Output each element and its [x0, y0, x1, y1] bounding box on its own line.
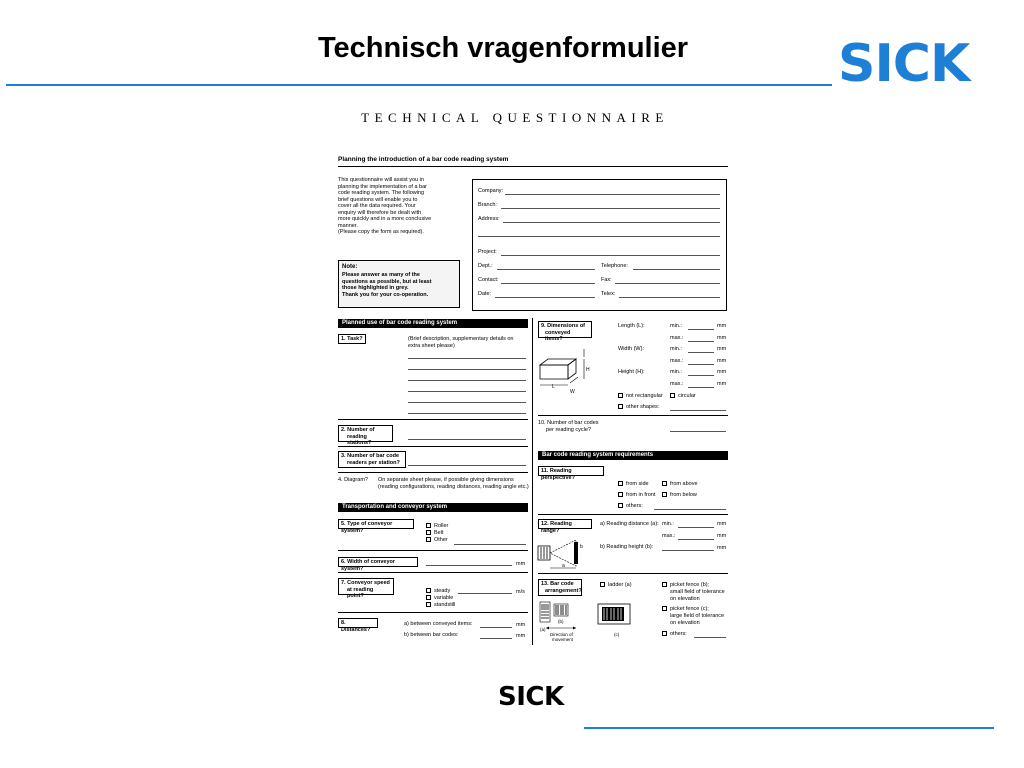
divider — [338, 166, 728, 167]
contact-details-box — [472, 179, 727, 311]
task-line[interactable] — [408, 413, 526, 414]
reading-range-diagram — [536, 534, 592, 570]
unit-mm: mm — [516, 622, 526, 628]
direction-label-1: Direction of — [550, 632, 573, 637]
shape-other[interactable]: other shapes: — [618, 404, 659, 411]
address-label: Address: — [478, 216, 500, 222]
width-max-field[interactable] — [688, 364, 714, 365]
height-min-field[interactable] — [688, 375, 714, 376]
distance-b-label: b) between bar codes: — [404, 632, 459, 638]
date-field[interactable] — [495, 297, 595, 298]
question-4-label: 4. Diagram? — [338, 477, 368, 483]
picket-b-desc: small field of tolerance on elevation — [670, 589, 725, 602]
distance-a-label: a) between conveyed items: — [404, 621, 473, 627]
reading-distance-max-field[interactable] — [678, 539, 714, 540]
contact-label: Contact: — [478, 277, 499, 283]
divider — [538, 573, 728, 574]
dim-a-label: a — [562, 563, 565, 569]
perspective-from-front[interactable]: from in front — [618, 492, 655, 499]
dim-b-label: b — [580, 544, 583, 550]
project-label: Project: — [478, 249, 497, 255]
conveyor-width-field[interactable] — [426, 565, 512, 566]
section-planned-use: Planned use of bar code reading system — [338, 319, 528, 328]
checkbox[interactable] — [662, 492, 667, 497]
checkbox[interactable] — [600, 582, 605, 587]
checkbox[interactable] — [662, 606, 667, 611]
task-line[interactable] — [408, 369, 526, 370]
speed-option-standstill[interactable]: standstill — [426, 602, 455, 609]
dept-label: Dept.: — [478, 263, 493, 269]
unit-mm: mm — [516, 561, 526, 567]
dim-w-label: W — [570, 389, 575, 395]
barcodes-per-cycle-field[interactable] — [670, 431, 726, 432]
question-2-label: 2. Number of reading stations? — [338, 425, 393, 442]
checkbox[interactable] — [618, 481, 623, 486]
unit-mm: mm — [516, 633, 526, 639]
length-min-field[interactable] — [688, 329, 714, 330]
perspective-others-field[interactable] — [654, 509, 726, 510]
note-title: Note: — [342, 264, 358, 270]
distance-b-field[interactable] — [480, 638, 512, 639]
distance-a-field[interactable] — [480, 627, 512, 628]
perspective-from-side[interactable]: from side — [618, 481, 649, 488]
telex-field[interactable] — [619, 297, 720, 298]
width-min-field[interactable] — [688, 352, 714, 353]
perspective-others[interactable]: others: — [618, 503, 643, 510]
date-label: Date: — [478, 291, 492, 297]
conveyor-option-roller[interactable]: Roller — [426, 523, 448, 530]
height-max-field[interactable] — [688, 387, 714, 388]
unit-mm: mm — [717, 521, 727, 527]
document-subheading: Planning the introduction of a bar code reading system — [338, 156, 509, 163]
checkbox[interactable] — [662, 582, 667, 587]
divider — [338, 446, 528, 447]
question-6-label: 6. Width of conveyor system? — [338, 557, 418, 567]
divider — [338, 419, 528, 420]
telex-label: Telex: — [601, 291, 616, 297]
picket-c-desc: large field of tolerance on elevation — [670, 613, 725, 626]
intro-text: This questionnaire will assist you in planning the implementation of a bar code reading system. The following brief questions will enable you to cover all the data required. Your enquiry will therefore be dealt with more quickly and in a more conclusive manner. (Please copy the form as required). — [338, 177, 432, 235]
checkbox[interactable] — [618, 393, 623, 398]
section-transportation: Transportation and conveyor system — [338, 503, 528, 512]
min-label: min.: — [662, 521, 674, 527]
fig-a-label: (a) — [540, 627, 546, 632]
telephone-field[interactable] — [633, 269, 720, 270]
question-4-hint: On separate sheet please, if possible giving dimensions (reading configurations, reading distances, reading angle etc.) — [378, 477, 529, 490]
reading-distance-min-field[interactable] — [678, 527, 714, 528]
arrangement-others-field[interactable] — [694, 637, 726, 638]
question-11-label: 11. Reading perspective? — [538, 466, 604, 476]
checkbox[interactable] — [670, 393, 675, 398]
company-field[interactable] — [505, 194, 720, 195]
bottom-rule — [584, 727, 994, 729]
conveyor-other-field[interactable] — [454, 544, 526, 545]
fig-b-label: (b) — [558, 619, 564, 624]
length-label: Length (L): — [618, 323, 645, 329]
checkbox[interactable] — [662, 481, 667, 486]
unit-ms: m/s — [516, 589, 525, 595]
unit-mm: mm — [717, 545, 727, 551]
min-label: min.: — [670, 346, 682, 352]
contact-field[interactable] — [501, 283, 595, 284]
checkbox[interactable] — [426, 537, 431, 542]
note-box: Note: Please answer as many of the questions as possible, but at least those highlighted in grey. Thank you for your co-operation. — [338, 260, 460, 308]
conveyor-option-belt[interactable]: Belt — [426, 530, 443, 537]
checkbox[interactable] — [618, 404, 623, 409]
question-7-label: 7. Conveyor speed at reading point? — [338, 578, 394, 595]
task-line[interactable] — [408, 358, 526, 359]
checkbox[interactable] — [426, 530, 431, 535]
arrangement-picket-c[interactable]: picket fence (c); — [662, 606, 709, 613]
company-label: Company: — [478, 188, 504, 194]
unit-mm: mm — [717, 369, 727, 375]
address-field[interactable] — [503, 222, 720, 223]
question-12-label: 12. Reading range? — [538, 519, 592, 529]
dim-l-label: L — [552, 384, 555, 390]
speed-field[interactable] — [458, 593, 512, 594]
section-requirements: Bar code reading system requirements — [538, 451, 728, 460]
document-heading: TECHNICAL QUESTIONNAIRE — [361, 110, 669, 125]
fax-label: Fax: — [601, 277, 612, 283]
project-field[interactable] — [501, 255, 720, 256]
readers-per-station-field[interactable] — [408, 465, 526, 466]
reading-stations-field[interactable] — [408, 439, 526, 440]
unit-mm: mm — [717, 335, 727, 341]
question-1-label: 1. Task? — [338, 334, 366, 344]
perspective-from-below[interactable]: from below — [662, 492, 697, 499]
checkbox[interactable] — [618, 492, 623, 497]
reading-distance-label: a) Reading distance (a): — [600, 521, 659, 527]
other-shapes-field[interactable] — [670, 410, 726, 411]
sick-logo: SICK — [838, 34, 970, 94]
shape-circular[interactable]: circular — [670, 393, 696, 400]
divider — [338, 550, 528, 551]
reading-height-field[interactable] — [662, 550, 714, 551]
checkbox[interactable] — [426, 523, 431, 528]
divider — [338, 472, 528, 473]
branch-field[interactable] — [501, 208, 720, 209]
question-8-label: 8. Distances? — [338, 618, 378, 628]
telephone-label: Telephone: — [601, 263, 628, 269]
divider — [538, 415, 728, 416]
branch-label: Branch: — [478, 202, 497, 208]
max-label: max.: — [670, 358, 684, 364]
speed-option-steady[interactable]: steady — [426, 588, 450, 595]
divider — [338, 572, 528, 573]
checkbox[interactable] — [618, 503, 623, 508]
column-divider — [532, 318, 533, 645]
checkbox[interactable] — [426, 595, 431, 600]
height-label: Height (H): — [618, 369, 645, 375]
question-9-label: 9. Dimensions of conveyed items? — [538, 321, 592, 338]
unit-mm: mm — [717, 533, 727, 539]
arrangement-others[interactable]: others: — [662, 631, 687, 638]
barcode-arrangement-diagram — [536, 598, 636, 644]
shape-not-rectangular[interactable]: not rectangular — [618, 393, 663, 400]
checkbox[interactable] — [662, 631, 667, 636]
unit-mm: mm — [717, 358, 727, 364]
max-label: max.: — [662, 533, 676, 539]
task-line[interactable] — [408, 402, 526, 403]
divider — [538, 514, 728, 515]
perspective-from-above[interactable]: from above — [662, 481, 698, 488]
dept-field[interactable] — [497, 269, 595, 270]
box-dimensions-diagram — [536, 345, 598, 395]
min-label: min.: — [670, 323, 682, 329]
question-5-label: 5. Type of conveyor system? — [338, 519, 414, 529]
dim-h-label: H — [586, 367, 590, 373]
question-13-label: 13. Bar code arrangement? — [538, 579, 582, 596]
title-underline — [6, 84, 832, 86]
slide-title: Technisch vragenformulier — [317, 32, 689, 64]
arrangement-ladder[interactable]: ladder (a) — [600, 582, 632, 589]
sick-logo-bottom: SICK — [498, 682, 564, 712]
question-3-label: 3. Number of bar code readers per station? — [338, 451, 406, 468]
task-line[interactable] — [408, 391, 526, 392]
address-field-2[interactable] — [478, 236, 720, 237]
divider — [338, 612, 528, 613]
checkbox[interactable] — [426, 602, 431, 607]
conveyor-option-other[interactable]: Other — [426, 537, 448, 544]
max-label: max.: — [670, 335, 684, 341]
checkbox[interactable] — [426, 588, 431, 593]
fax-field[interactable] — [615, 283, 720, 284]
width-label: Width (W): — [618, 346, 644, 352]
task-line[interactable] — [408, 380, 526, 381]
length-max-field[interactable] — [688, 341, 714, 342]
fig-c-label: (c) — [614, 632, 620, 637]
min-label: min.: — [670, 369, 682, 375]
reading-height-label: b) Reading height (b): — [600, 544, 654, 550]
unit-mm: mm — [717, 323, 727, 329]
question-10-label: 10. Number of bar codes per reading cycle? — [538, 420, 599, 433]
speed-option-variable[interactable]: variable — [426, 595, 453, 602]
arrangement-picket-b[interactable]: picket fence (b); — [662, 582, 709, 589]
question-1-hint: (Brief description, supplementary details on extra sheet please) — [408, 336, 514, 349]
unit-mm: mm — [717, 381, 727, 387]
direction-label-2: movement — [552, 637, 574, 642]
unit-mm: mm — [717, 346, 727, 352]
max-label: max.: — [670, 381, 684, 387]
